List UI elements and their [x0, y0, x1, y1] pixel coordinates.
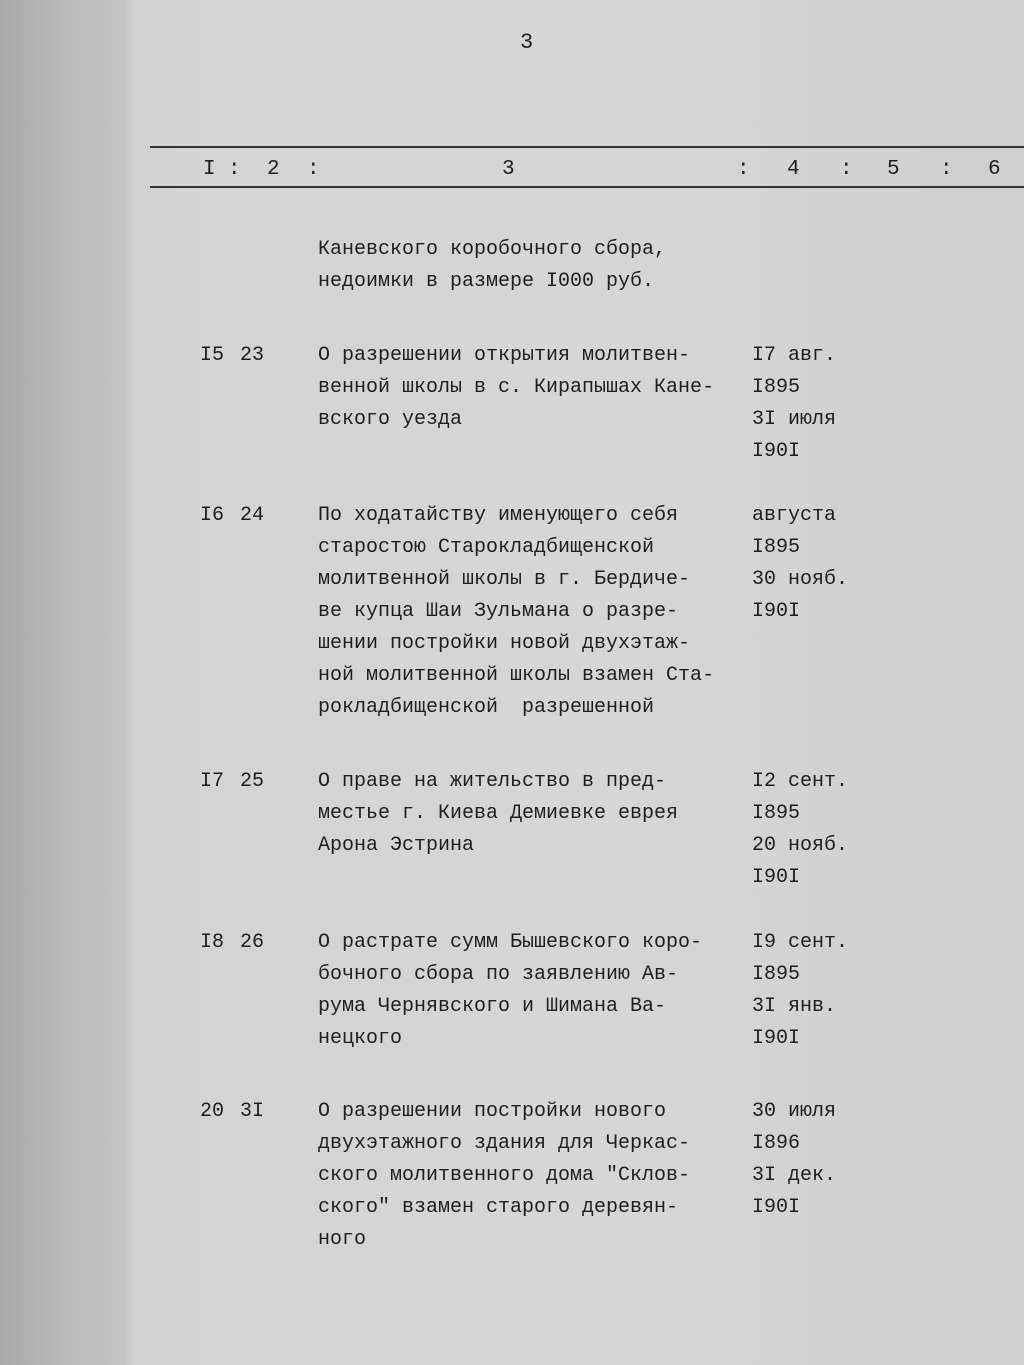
date-line: 3I дек.	[752, 1164, 837, 1187]
col-sep: :	[940, 158, 953, 181]
case-number: 23	[240, 344, 265, 367]
page-number: 3	[520, 30, 534, 55]
header-top-rule	[150, 146, 1024, 148]
date-line: I896	[752, 1132, 801, 1155]
col-sep: :	[228, 158, 241, 181]
row-number: 20	[200, 1100, 225, 1123]
entry-dates	[752, 340, 872, 468]
date-line: I895	[752, 802, 801, 825]
case-number: 26	[240, 931, 265, 954]
entry-title	[318, 1096, 758, 1256]
col-2-number: 2	[267, 158, 280, 181]
entry-title	[318, 766, 758, 862]
title-line: молитвенной школы в г. Бердиче-	[318, 568, 691, 591]
entry-title	[318, 234, 758, 298]
entry-dates	[752, 500, 872, 628]
col-sep: :	[307, 158, 320, 181]
title-line: местье г. Киева Демиевке еврея	[318, 802, 679, 825]
title-line: венной школы в с. Кирапышах Кане-	[318, 376, 715, 399]
date-line: I90I	[752, 1027, 801, 1050]
case-number: 25	[240, 770, 265, 793]
title-line: двухэтажного здания для Черкас-	[318, 1132, 691, 1155]
title-line: ского" взамен старого деревян-	[318, 1196, 679, 1219]
date-line: I2 сент.	[752, 770, 849, 793]
date-line: I895	[752, 376, 801, 399]
row-number: I6	[200, 504, 225, 527]
col-sep: :	[737, 158, 750, 181]
title-line: нецкого	[318, 1027, 403, 1050]
title-line: рокладбищенской разрешенной	[318, 696, 655, 719]
date-line: I90I	[752, 866, 801, 889]
date-line: I7 авг.	[752, 344, 837, 367]
title-line: О разрешении постройки нового	[318, 1100, 667, 1123]
date-line: I90I	[752, 600, 801, 623]
title-line: вского уезда	[318, 408, 463, 431]
col-1-number: I	[203, 158, 216, 181]
date-line: I90I	[752, 1196, 801, 1219]
entry-title	[318, 927, 758, 1055]
case-number: 3I	[240, 1100, 265, 1123]
title-line: рума Чернявского и Шимана Ва-	[318, 995, 667, 1018]
title-line: О разрешении открытия молитвен-	[318, 344, 691, 367]
title-line: ного	[318, 1228, 367, 1251]
date-line: 3I июля	[752, 408, 837, 431]
title-line: шении постройки новой двухэтаж-	[318, 632, 691, 655]
entry-dates	[752, 1096, 872, 1224]
header-bottom-rule	[150, 186, 1024, 188]
date-line: 3I янв.	[752, 995, 837, 1018]
col-4-number: 4	[787, 158, 800, 181]
row-number: I7	[200, 770, 225, 793]
col-5-number: 5	[887, 158, 900, 181]
title-line: Арона Эстрина	[318, 834, 475, 857]
date-line: I9 сент.	[752, 931, 849, 954]
date-line: августа	[752, 504, 837, 527]
col-3-number: 3	[502, 158, 515, 181]
row-number: I8	[200, 931, 225, 954]
title-line: ве купца Шаи Зульмана о разре-	[318, 600, 679, 623]
date-line: 30 июля	[752, 1100, 837, 1123]
row-number: I5	[200, 344, 225, 367]
date-line: I895	[752, 963, 801, 986]
entry-title	[318, 340, 758, 436]
title-line: ского молитвенного дома "Склов-	[318, 1164, 691, 1187]
title-line: По ходатайству именующего себя	[318, 504, 679, 527]
title-line: бочного сбора по заявлению Ав-	[318, 963, 679, 986]
title-line: недоимки в размере I000 руб.	[318, 270, 655, 293]
entry-dates	[752, 927, 872, 1055]
title-line: ной молитвенной школы взамен Ста-	[318, 664, 715, 687]
case-number: 24	[240, 504, 265, 527]
entry-title	[318, 500, 758, 724]
col-sep: :	[840, 158, 853, 181]
title-line: Каневского коробочного сбора,	[318, 238, 667, 261]
col-6-number: 6	[988, 158, 1001, 181]
date-line: I90I	[752, 440, 801, 463]
entry-dates	[752, 766, 872, 894]
date-line: 30 нояб.	[752, 568, 849, 591]
title-line: О праве на жительство в пред-	[318, 770, 667, 793]
date-line: I895	[752, 536, 801, 559]
date-line: 20 нояб.	[752, 834, 849, 857]
title-line: старостою Старокладбищенской	[318, 536, 655, 559]
title-line: О растрате сумм Бышевского коро-	[318, 931, 703, 954]
